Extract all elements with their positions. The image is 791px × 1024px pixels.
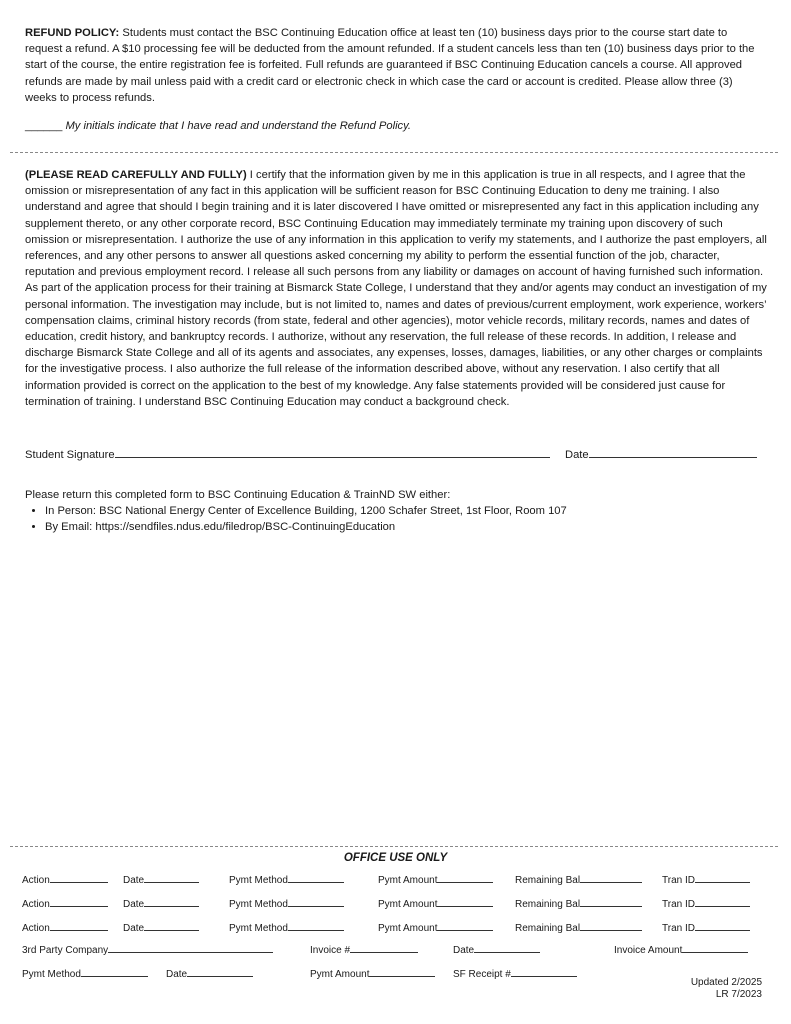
office-invoice-date-field: Date — [453, 942, 540, 956]
office-pymt-amount-line[interactable] — [437, 920, 493, 931]
signature-date-line[interactable] — [589, 447, 757, 458]
office-invoice-amount-field: Invoice Amount — [614, 942, 748, 956]
return-intro: Please return this completed form to BSC Continuing Education & TrainND SW either: — [25, 489, 451, 501]
office-date-field: Date — [123, 920, 199, 934]
office-pymt-amount-line[interactable] — [437, 896, 493, 907]
office-invoice-no-line[interactable] — [350, 942, 418, 953]
student-signature-line[interactable] — [115, 447, 550, 458]
office-date-line[interactable] — [144, 920, 199, 931]
return-instructions — [25, 487, 567, 535]
office-pymt-method-line[interactable] — [288, 920, 344, 931]
certification-heading: (PLEASE READ CAREFULLY AND FULLY) — [25, 169, 247, 181]
office-action-field: Action — [22, 920, 108, 934]
refund-policy-paragraph — [25, 25, 767, 106]
updated-date: Updated 2/2025 — [690, 977, 762, 988]
office-remaining-bal-field: Remaining Bal — [515, 896, 642, 910]
return-method-in-person: • In Person: BSC National Energy Center of Excellence Building, 1200 Schafer Street, 1st Floor, Room 107 — [45, 503, 567, 519]
student-signature-field — [25, 447, 550, 461]
office-date-line[interactable] — [144, 872, 199, 883]
form-revision-info — [640, 977, 762, 1001]
office-remaining-bal-line[interactable] — [580, 920, 642, 931]
office-pymt-date-line[interactable] — [187, 966, 253, 977]
office-pymt-method-field: Pymt Method — [229, 872, 344, 886]
office-action-field: Action — [22, 872, 108, 886]
office-pymt-method-line[interactable] — [288, 896, 344, 907]
office-pymt-amount-field: Pymt Amount — [378, 920, 493, 934]
initials-blank[interactable]: ______ — [25, 120, 63, 132]
office-invoice-amount-line[interactable] — [682, 942, 748, 953]
office-tran-id-field: Tran ID — [662, 896, 750, 910]
office-pymt-amount-field: Pymt Amount — [378, 872, 493, 886]
office-pymt-amount-line-2[interactable] — [369, 966, 435, 977]
refund-policy-text: Students must contact the BSC Continuing Education office at least ten (10) business days prior to the course start date to request a refund. A $10 processing fee will be deducted from the amount refunded. If a student cancels less than ten (10) business days prior to the start of the course, the entire registration fee is forfeited. Full refunds are guaranteed if BSC Continuing Education cancels a course. All approved refunds are made by mail unless paid with a credit card or electronic check in which case the card or account is credited. Please allow three (3) weeks to process refunds. — [25, 27, 755, 104]
office-action-field: Action — [22, 896, 108, 910]
office-remaining-bal-line[interactable] — [580, 872, 642, 883]
office-remaining-bal-field: Remaining Bal — [515, 872, 642, 886]
office-invoice-no-field: Invoice # — [310, 942, 418, 956]
office-divider — [10, 846, 778, 847]
office-pymt-amount-field-2: Pymt Amount — [310, 966, 435, 980]
office-pymt-method-field: Pymt Method — [229, 920, 344, 934]
refund-policy-heading: REFUND POLICY: — [25, 27, 120, 39]
office-third-party-line[interactable] — [108, 942, 273, 953]
office-action-line[interactable] — [50, 920, 108, 931]
office-pymt-method-line[interactable] — [288, 872, 344, 883]
office-tran-id-field: Tran ID — [662, 920, 750, 934]
office-pymt-amount-field: Pymt Amount — [378, 896, 493, 910]
office-third-party-field: 3rd Party Company — [22, 942, 273, 956]
student-signature-label: Student Signature — [25, 449, 115, 461]
office-date-field: Date — [123, 896, 199, 910]
certification-paragraph — [25, 167, 767, 410]
initials-statement: My initials indicate that I have read and understand the Refund Policy. — [65, 120, 412, 132]
office-tran-id-line[interactable] — [695, 896, 750, 907]
return-method-email: • By Email: https://sendfiles.ndus.edu/filedrop/BSC-ContinuingEducation — [45, 519, 567, 535]
certification-text: I certify that the information given by me in this application is true in all respects, and I agree that the omission or misrepresentation of any fact in this application will be sufficient reason for BSC Continuing Education to deny me training. I also understand and agree that should I begin training and it is later discovered I have omitted or misrepresented any fact in this application including any supplement thereto, or any other corporate record, BSC Continuing Education may immediately terminate my training upon discovery of such omission or misrepresentation. I authorize the use of any information in this application to verify my statements, and I authorize the past employers, all references, and any other persons to answer all questions asked concerning my ability to perform the essential function of the job, character, reputation and previous employment record. I release all such persons from any liability or damages on account of having furnished such information. As part of the application process for their training at Bismarck State College, I understand that they and/or agents may conduct an investigation of my personal information. The investigation may include, but is not limited to, names and dates of previous/current employment, work experience, workers’ compensation claims, criminal history records (from state, federal and other agencies), motor vehicle records, military records, names and dates of education, credit history, and bankruptcy records. I authorize, without any reservation, the full release of these records. In addition, I release and discharge Bismarck State College and all of its agents and associates, any expenses, losses, damages, liabilities, or any other charges or complaints for the investigative process. I also authorize the full release of the information described above, without any reservation. I also certify that all information provided is correct on the application to the best of my knowledge. Any false statements provided will be considered just cause for termination of training. I understand BSC Continuing Education may conduct a background check. — [25, 169, 767, 408]
return-methods-list — [25, 503, 567, 535]
office-tran-id-field: Tran ID — [662, 872, 750, 886]
office-sf-receipt-line[interactable] — [511, 966, 577, 977]
office-remaining-bal-field: Remaining Bal — [515, 920, 642, 934]
office-date-line[interactable] — [144, 896, 199, 907]
signature-date-field — [565, 447, 757, 461]
office-invoice-date-line[interactable] — [474, 942, 540, 953]
office-pymt-method-field-2: Pymt Method — [22, 966, 148, 980]
refund-initials-line — [25, 120, 411, 132]
office-tran-id-line[interactable] — [695, 872, 750, 883]
office-tran-id-line[interactable] — [695, 920, 750, 931]
office-date-field: Date — [123, 872, 199, 886]
lr-date: LR 7/2023 — [715, 989, 762, 1000]
office-pymt-date-field: Date — [166, 966, 253, 980]
office-use-title: OFFICE USE ONLY — [343, 852, 448, 864]
office-sf-receipt-field: SF Receipt # — [453, 966, 577, 980]
section-divider — [10, 152, 778, 153]
office-action-line[interactable] — [50, 896, 108, 907]
office-pymt-method-line-2[interactable] — [81, 966, 148, 977]
office-action-line[interactable] — [50, 872, 108, 883]
signature-date-label: Date — [565, 449, 589, 461]
office-pymt-amount-line[interactable] — [437, 872, 493, 883]
office-pymt-method-field: Pymt Method — [229, 896, 344, 910]
office-remaining-bal-line[interactable] — [580, 896, 642, 907]
